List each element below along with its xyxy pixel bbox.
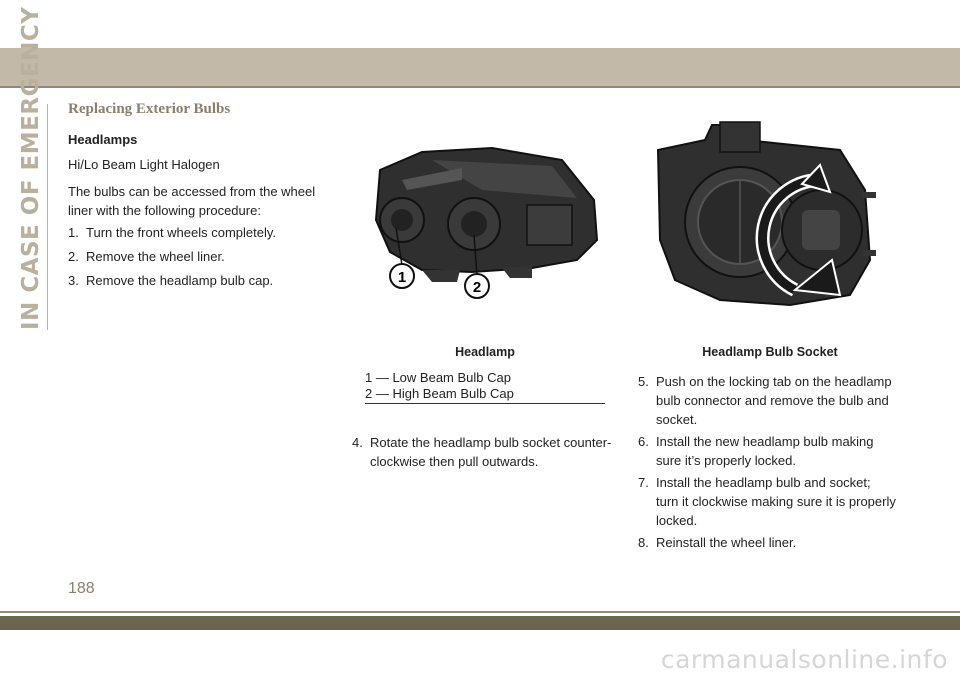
headlamp-illustration [362, 110, 612, 335]
step-7: 7. Install the headlamp bulb and socket; turn it clockwise making sure it is properly locked. [638, 475, 896, 528]
legend-rule [365, 403, 605, 404]
svg-text:2: 2 [472, 279, 482, 296]
step-8: 8. Reinstall the wheel liner. [638, 535, 797, 550]
headlamp-caption: Headlamp [455, 345, 515, 359]
footer-band [0, 616, 960, 630]
step-2: 2. Remove the wheel liner. [68, 249, 225, 264]
section-title: Replacing Exterior Bulbs [68, 101, 231, 117]
bulb-socket-illustration [650, 110, 890, 335]
lamp-type: Hi/Lo Beam Light Halogen [68, 157, 220, 172]
headlamp-legend [365, 370, 605, 402]
page-number: 188 [68, 580, 95, 597]
bulb-socket-figure [650, 110, 890, 335]
footer-rule [0, 611, 960, 613]
headlamp-figure [362, 110, 612, 335]
sub-heading: Headlamps [68, 132, 138, 147]
legend-item: 2 — High Beam Bulb Cap [365, 386, 514, 401]
intro-line: liner with the following procedure: [68, 203, 261, 218]
side-rule [47, 104, 48, 330]
intro-line: The bulbs can be accessed from the wheel [68, 184, 316, 199]
step-5: 5. Push on the locking tab on the headlamp bulb connector and remove the bulb and socket. [638, 374, 892, 427]
intro-paragraph [68, 182, 330, 220]
step-6: 6. Install the new headlamp bulb making sure it’s properly locked. [638, 434, 874, 468]
step-1: 1. Turn the front wheels completely. [68, 225, 277, 240]
step-4: 4. Rotate the headlamp bulb socket counter- clockwise then pull outwards. [352, 435, 612, 469]
legend-item: 1 — Low Beam Bulb Cap [365, 370, 511, 385]
chapter-side-label: IN CASE OF EMERGENCY [18, 6, 44, 330]
bulb-socket-caption: Headlamp Bulb Socket [702, 345, 838, 359]
svg-text:1: 1 [397, 269, 407, 286]
watermark: carmanualsonline.info [660, 645, 948, 674]
header-band [0, 48, 960, 88]
step-3: 3. Remove the headlamp bulb cap. [68, 273, 274, 288]
header-rule [0, 86, 960, 88]
